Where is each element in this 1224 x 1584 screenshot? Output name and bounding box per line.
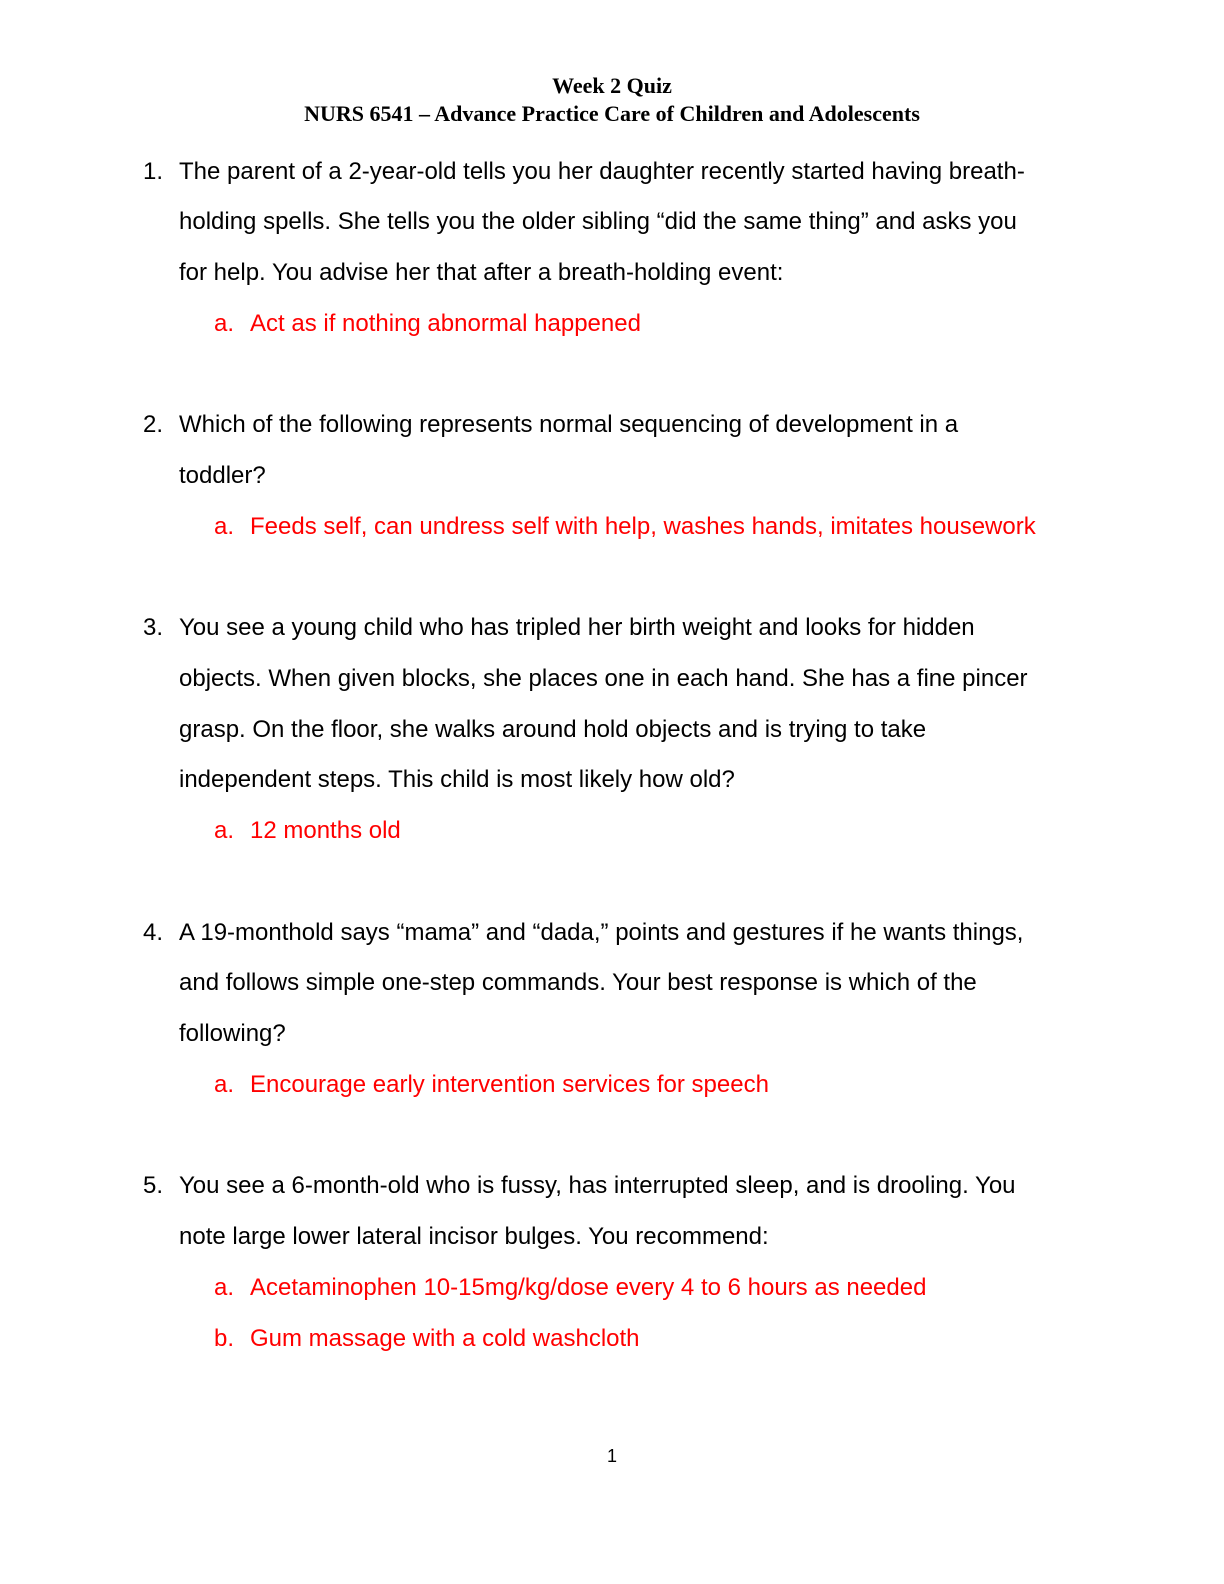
answer-text: Feeds self, can undress self with help, washes hands, imitates housework <box>250 513 1036 540</box>
question-text-line: independent steps. This child is most likely how old? <box>179 766 735 793</box>
answer-letter: b. <box>214 1325 235 1352</box>
question-number: 4. <box>143 919 164 946</box>
answer-text: 12 months old <box>250 817 401 844</box>
question-text-line: You see a young child who has tripled her birth weight and looks for hidden <box>179 614 975 641</box>
answer-text: Gum massage with a cold washcloth <box>250 1325 640 1352</box>
answer-text: Acetaminophen 10-15mg/kg/dose every 4 to 6 hours as needed <box>250 1274 927 1301</box>
question-text-line: and follows simple one-step commands. Your best response is which of the <box>179 969 977 996</box>
question-text-line: Which of the following represents normal sequencing of development in a <box>179 411 959 438</box>
question-text-line: objects. When given blocks, she places one in each hand. She has a fine pincer <box>179 665 1028 692</box>
quiz-title: Week 2 Quiz <box>552 73 672 98</box>
question-text-line: You see a 6-month-old who is fussy, has interrupted sleep, and is drooling. You <box>179 1172 1016 1199</box>
question-text-line: grasp. On the floor, she walks around hold objects and is trying to take <box>179 716 927 743</box>
question-number: 1. <box>143 158 164 185</box>
question-text-line: note large lower lateral incisor bulges. You recommend: <box>179 1223 769 1250</box>
answer-letter: a. <box>214 817 235 844</box>
answer-letter: a. <box>214 1274 235 1301</box>
answer-letter: a. <box>214 310 235 337</box>
answer-text: Act as if nothing abnormal happened <box>250 310 641 337</box>
answer-letter: a. <box>214 513 235 540</box>
question-number: 3. <box>143 614 164 641</box>
question-text-line: The parent of a 2-year-old tells you her daughter recently started having breath- <box>179 158 1025 185</box>
question-text-line: holding spells. She tells you the older sibling “did the same thing” and asks you <box>179 208 1017 235</box>
answer-letter: a. <box>214 1071 235 1098</box>
question-text-line: following? <box>179 1020 286 1047</box>
question-number: 2. <box>143 411 164 438</box>
question-text-line: toddler? <box>179 462 266 489</box>
course-title: NURS 6541 – Advance Practice Care of Children and Adolescents <box>304 101 920 126</box>
answer-text: Encourage early intervention services for speech <box>250 1071 769 1098</box>
question-text-line: A 19-monthold says “mama” and “dada,” points and gestures if he wants things, <box>179 919 1024 946</box>
question-number: 5. <box>143 1172 164 1199</box>
page-number: 1 <box>606 1446 617 1466</box>
question-text-line: for help. You advise her that after a breath-holding event: <box>179 259 784 286</box>
